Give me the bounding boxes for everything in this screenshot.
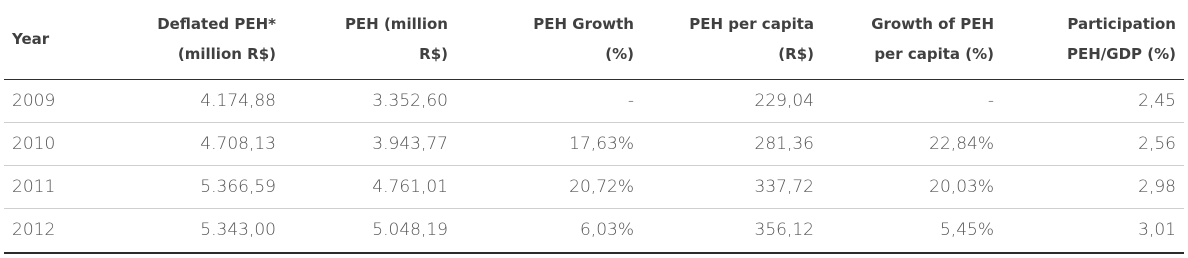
cell-year: 2009 [4,79,104,122]
cell-deflated-peh: 5.366,59 [104,165,284,208]
cell-peh-growth: - [456,79,642,122]
header-peh-growth [456,0,642,79]
cell-deflated-peh: 4.174,88 [104,79,284,122]
cell-growth-peh-per-capita: 5,45% [822,208,1002,253]
header-growth-peh-per-capita [822,0,1002,79]
table-row [4,79,1184,122]
header-row [4,0,1184,79]
cell-peh-growth: 20,72% [456,165,642,208]
cell-peh: 4.761,01 [284,165,456,208]
cell-participation: 2,98 [1002,165,1184,208]
header-deflated-peh [104,0,284,79]
cell-growth-peh-per-capita: - [822,79,1002,122]
cell-peh: 3.943,77 [284,122,456,165]
table-row [4,122,1184,165]
peh-table-container [4,0,1184,254]
header-peh-per-capita [642,0,822,79]
header-growth-peh-per-capita-line-2: per capita (%) [874,45,994,64]
cell-growth-peh-per-capita: 20,03% [822,165,1002,208]
cell-peh: 5.048,19 [284,208,456,253]
cell-peh-per-capita: 356,12 [642,208,822,253]
table-row [4,208,1184,253]
cell-growth-peh-per-capita: 22,84% [822,122,1002,165]
header-growth-peh-per-capita-line-1: Growth of PEH [871,15,994,34]
cell-year: 2010 [4,122,104,165]
table-body [4,79,1184,253]
header-participation-line-2: PEH/GDP (%) [1067,45,1176,64]
header-peh-growth-line-1: PEH Growth [533,15,634,34]
cell-deflated-peh: 5.343,00 [104,208,284,253]
header-peh-line-1: PEH (million [344,15,448,34]
cell-deflated-peh: 4.708,13 [104,122,284,165]
cell-peh-growth: 17,63% [456,122,642,165]
cell-peh-per-capita: 337,72 [642,165,822,208]
table-header [4,0,1184,79]
peh-table [4,0,1184,254]
header-participation-line-1: Participation [1067,15,1176,34]
table-row [4,165,1184,208]
header-peh-per-capita-line-1: PEH per capita [689,15,814,34]
cell-participation: 2,56 [1002,122,1184,165]
cell-peh-growth: 6,03% [456,208,642,253]
cell-year: 2011 [4,165,104,208]
header-year-line-1: Year [12,30,50,49]
header-deflated-peh-line-1: Deflated PEH* [157,15,276,34]
header-year [4,0,104,79]
cell-peh: 3.352,60 [284,79,456,122]
header-participation [1002,0,1184,79]
cell-year: 2012 [4,208,104,253]
header-peh-line-2: R$) [419,45,448,64]
cell-peh-per-capita: 281,36 [642,122,822,165]
header-peh-growth-line-2: (%) [605,45,634,64]
cell-participation: 3,01 [1002,208,1184,253]
cell-participation: 2,45 [1002,79,1184,122]
cell-peh-per-capita: 229,04 [642,79,822,122]
header-peh [284,0,456,79]
header-deflated-peh-line-2: (million R$) [177,45,276,64]
header-peh-per-capita-line-2: (R$) [778,45,814,64]
